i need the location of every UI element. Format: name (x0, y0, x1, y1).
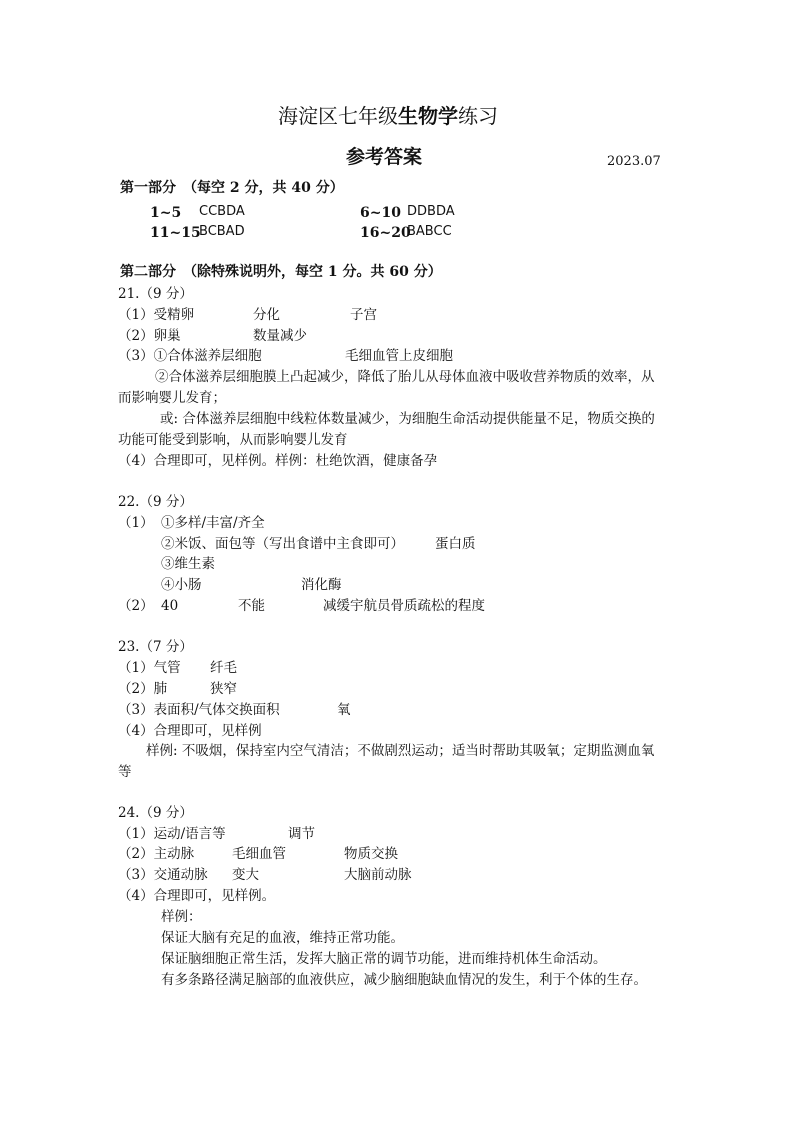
q24-line7: 保证脑细胞正常生活，发挥大脑正常的调节功能，进而维持机体生命活动。 (161, 951, 607, 967)
q22-line2-b: 蛋白质 (435, 536, 476, 552)
answer-row (360, 224, 411, 240)
part2-heading: 第二部分 （除特殊说明外，每空 1 分。共 60 分） (120, 264, 442, 280)
answer-row (150, 204, 181, 220)
q23-line1-b: 纤毛 (210, 660, 237, 676)
q23-line2-b: 狭窄 (210, 681, 237, 697)
q23-line4: （4）合理即可，见样例 (118, 723, 262, 739)
q24-line2-b: 毛细血管 (232, 846, 286, 862)
q24-line3-a: （3）交通动脉 (118, 867, 208, 883)
q22-line1-b: ①多样/丰富/齐全 (161, 515, 265, 531)
range: 16~20 (360, 225, 411, 241)
answer: BABCC (407, 224, 452, 239)
q24-line2-c: 物质交换 (344, 846, 398, 862)
q21-line1-b: 分化 (253, 307, 280, 323)
q21-line7: 功能可能受到影响，从而影响婴儿发育 (118, 432, 348, 448)
page-title (278, 106, 498, 126)
range: 11~15 (150, 225, 201, 241)
date: 2023.07 (607, 154, 661, 169)
q22-line3: ③维生素 (161, 556, 215, 572)
q24-line2-a: （2）主动脉 (118, 846, 195, 862)
part1-heading: 第一部分 （每空 2 分，共 40 分） (120, 180, 344, 196)
q21-title: 21.（9 分） (118, 286, 193, 302)
q22-line4-a: ④小肠 (161, 577, 202, 593)
q21-line2-a: （2）卵巢 (118, 328, 181, 344)
q23-line6: 等 (118, 764, 132, 780)
q21-line3-b: 毛细血管上皮细胞 (345, 348, 453, 364)
title-prefix: 海淀区七年级 (278, 104, 398, 128)
title-suffix: 练习 (458, 104, 498, 128)
answer-row (150, 224, 201, 240)
q22-title: 22.（9 分） (118, 494, 193, 510)
q22-line4-b: 消化酶 (301, 577, 342, 593)
q23-line1-a: （1）气管 (118, 660, 181, 676)
q22-line2-a: ②米饭、面包等（写出食谱中主食即可） (161, 536, 404, 552)
answer: BCBAD (199, 224, 245, 239)
q22-line5-d: 减缓宇航员骨质疏松的程度 (323, 598, 485, 614)
q24-line1-b: 调节 (288, 826, 315, 842)
title-bold: 生物学 (398, 104, 458, 128)
q23-line5: 样例: 不吸烟，保持室内空气清洁；不做剧烈运动；适当时帮助其吸氧；定期监测血氧 (146, 743, 655, 759)
q21-line8: （4）合理即可，见样例。样例：杜绝饮酒，健康备孕 (118, 453, 438, 469)
q22-line5-c: 不能 (238, 598, 265, 614)
q21-line1-a: （1）受精卵 (118, 307, 195, 323)
q24-line1-a: （1）运动/语言等 (118, 826, 226, 842)
q22-line5-a: （2） (118, 598, 154, 614)
q22-line5-b: 40 (161, 598, 179, 614)
page-subtitle: 参考答案 (346, 146, 423, 168)
q21-line4: ②合体滋养层细胞膜上凸起减少，降低了胎儿从母体血液中吸收营养物质的效率，从 (155, 369, 655, 385)
q24-line5: 样例： (161, 909, 202, 925)
q22-line1-a: （1） (118, 515, 154, 531)
answer: DDBDA (407, 204, 455, 219)
answer-row (360, 204, 401, 220)
q23-line3-a: （3）表面积/气体交换面积 (118, 702, 280, 718)
q21-line3-a: （3）①合体滋养层细胞 (118, 348, 262, 364)
q21-line1-c: 子宫 (350, 307, 377, 323)
answer: CCBDA (199, 204, 245, 219)
q24-line6: 保证大脑有充足的血液，维持正常功能。 (161, 930, 404, 946)
q21-line2-b: 数量减少 (253, 328, 307, 344)
range: 6~10 (360, 205, 401, 221)
q24-line3-c: 大脑前动脉 (344, 867, 412, 883)
q21-line5: 而影响婴儿发育； (118, 390, 226, 406)
q21-line6: 或: 合体滋养层细胞中线粒体数量减少，为细胞生命活动提供能量不足，物质交换的 (160, 411, 655, 427)
q24-line3-b: 变大 (232, 867, 259, 883)
q24-title: 24.（9 分） (118, 805, 193, 821)
range: 1~5 (150, 205, 182, 221)
q24-line4: （4）合理即可，见样例。 (118, 888, 276, 904)
q24-line8: 有多条路径满足脑部的血液供应，减少脑细胞缺血情况的发生，利于个体的生存。 (161, 972, 647, 988)
q23-line2-a: （2）肺 (118, 681, 168, 697)
q23-title: 23.（7 分） (118, 639, 193, 655)
q23-line3-b: 氧 (337, 702, 351, 718)
